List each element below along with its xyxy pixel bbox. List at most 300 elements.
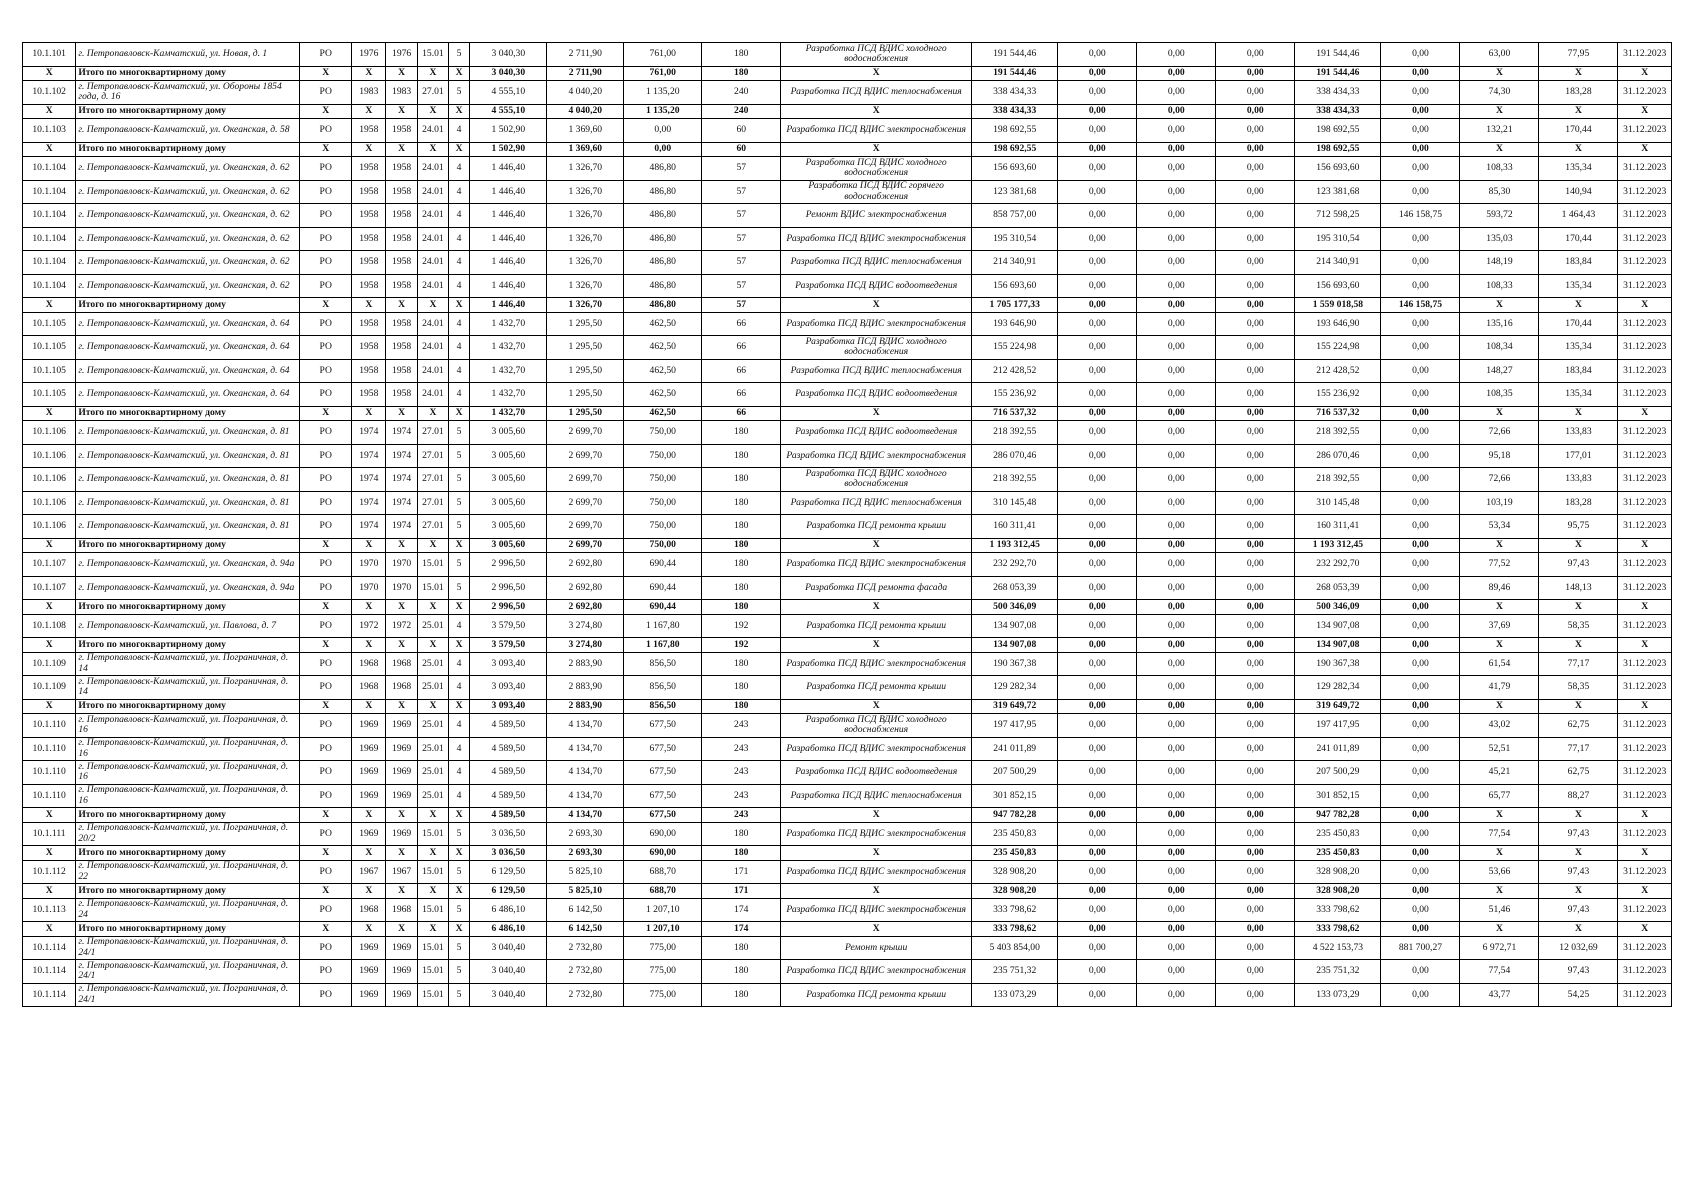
table-cell: X <box>1460 538 1539 553</box>
table-cell: РО <box>300 761 352 785</box>
table-cell: 1 135,20 <box>624 81 702 105</box>
table-cell: РО <box>300 43 352 67</box>
table-cell: 0,00 <box>1058 251 1137 275</box>
table-cell: 0,00 <box>1216 936 1295 960</box>
table-cell: 1958 <box>352 251 386 275</box>
table-cell: 31.12.2023 <box>1618 468 1672 492</box>
table-cell: X <box>1460 142 1539 157</box>
table-cell: 0,00 <box>1381 553 1460 577</box>
table-cell: 0,00 <box>1137 444 1216 468</box>
table-cell: 31.12.2023 <box>1618 737 1672 761</box>
table-cell: X <box>1618 298 1672 313</box>
table-cell: 57 <box>702 251 781 275</box>
table-cell: Разработка ПСД ВДИС водоотведения <box>781 761 972 785</box>
table-cell: 1969 <box>386 822 418 846</box>
table-cell: 0,00 <box>1216 180 1295 204</box>
table-cell: 155 236,92 <box>1295 383 1381 407</box>
table-cell: 0,00 <box>1058 898 1137 922</box>
table-cell: 0,00 <box>1058 960 1137 984</box>
table-cell: 193 646,90 <box>972 312 1058 336</box>
table-cell: X <box>300 699 352 714</box>
table-cell: РО <box>300 860 352 884</box>
table-body <box>23 43 1672 1007</box>
table-cell: 4 <box>448 180 470 204</box>
table-row <box>23 737 1672 761</box>
table-cell: 0,00 <box>1058 180 1137 204</box>
table-cell: 1 207,10 <box>624 922 702 937</box>
table-cell: 0,00 <box>1381 43 1460 67</box>
table-cell: 0,00 <box>1137 406 1216 421</box>
table-cell: 462,50 <box>624 336 702 360</box>
table-cell: 1958 <box>386 204 418 228</box>
table-cell: 0,00 <box>1381 406 1460 421</box>
table-cell: Разработка ПСД ВДИС теплоснабжения <box>781 491 972 515</box>
table-cell: 97,43 <box>1539 960 1618 984</box>
table-cell: 180 <box>702 600 781 615</box>
table-cell: 0,00 <box>1058 406 1137 421</box>
table-cell: 1974 <box>352 491 386 515</box>
table-cell: 0,00 <box>1216 142 1295 157</box>
table-cell: 0,00 <box>1137 808 1216 823</box>
table-cell: 134 907,08 <box>1295 638 1381 653</box>
table-cell: 0,00 <box>1216 784 1295 808</box>
table-cell: 0,00 <box>1216 714 1295 738</box>
table-cell: Разработка ПСД ВДИС электроснабжения <box>781 119 972 143</box>
table-cell: 10.1.104 <box>23 180 76 204</box>
table-cell: 2 699,70 <box>547 468 624 492</box>
table-cell: 10.1.106 <box>23 468 76 492</box>
subtotal-row <box>23 66 1672 81</box>
table-cell: 2 711,90 <box>547 43 624 67</box>
table-cell: 45,21 <box>1460 761 1539 785</box>
table-cell: 95,18 <box>1460 444 1539 468</box>
table-cell: 0,00 <box>1137 312 1216 336</box>
table-cell: 677,50 <box>624 714 702 738</box>
table-cell: 333 798,62 <box>972 922 1058 937</box>
table-cell: г. Петропавловск-Камчатский, ул. Океанская, д. 94а <box>76 553 300 577</box>
table-cell: 218 392,55 <box>1295 421 1381 445</box>
table-cell: X <box>386 808 418 823</box>
table-cell: 24.01 <box>418 119 449 143</box>
table-row <box>23 784 1672 808</box>
table-cell: 2 692,80 <box>547 576 624 600</box>
table-cell: X <box>23 600 76 615</box>
table-cell: 0,00 <box>1137 884 1216 899</box>
table-cell: 0,00 <box>1058 336 1137 360</box>
table-cell: 43,02 <box>1460 714 1539 738</box>
table-cell: X <box>781 66 972 81</box>
table-cell: 0,00 <box>1381 960 1460 984</box>
table-cell: X <box>23 699 76 714</box>
table-cell: X <box>418 638 449 653</box>
table-cell: РО <box>300 383 352 407</box>
table-cell: 243 <box>702 761 781 785</box>
table-cell: 31.12.2023 <box>1618 822 1672 846</box>
table-cell: 24.01 <box>418 251 449 275</box>
table-cell: 1958 <box>386 312 418 336</box>
table-cell: 133,83 <box>1539 421 1618 445</box>
table-cell: 15.01 <box>418 576 449 600</box>
table-cell: 690,44 <box>624 553 702 577</box>
table-cell: X <box>1539 884 1618 899</box>
table-cell: X <box>448 142 470 157</box>
table-cell: 10.1.114 <box>23 983 76 1007</box>
table-cell: 0,00 <box>1216 737 1295 761</box>
table-row <box>23 898 1672 922</box>
table-cell: 77,17 <box>1539 737 1618 761</box>
subtotal-row <box>23 600 1672 615</box>
table-cell: 10.1.105 <box>23 336 76 360</box>
table-cell: г. Петропавловск-Камчатский, ул. Океанская, д. 81 <box>76 491 300 515</box>
table-cell: 4 040,20 <box>547 81 624 105</box>
table-cell: 0,00 <box>1137 491 1216 515</box>
table-cell: 135,34 <box>1539 157 1618 181</box>
table-cell: 1 432,70 <box>470 383 547 407</box>
table-cell: 1 369,60 <box>547 119 624 143</box>
table-cell: 3 005,60 <box>470 538 547 553</box>
table-cell: 0,00 <box>1216 576 1295 600</box>
table-cell: 0,00 <box>1137 157 1216 181</box>
table-cell: 31.12.2023 <box>1618 652 1672 676</box>
table-cell: 132,21 <box>1460 119 1539 143</box>
table-cell: X <box>1460 406 1539 421</box>
table-cell: 218 392,55 <box>972 421 1058 445</box>
table-cell: 0,00 <box>1216 298 1295 313</box>
table-cell: 3 274,80 <box>547 614 624 638</box>
table-cell: 4 134,70 <box>547 737 624 761</box>
table-cell: 310 145,48 <box>972 491 1058 515</box>
table-cell: 1 464,43 <box>1539 204 1618 228</box>
table-cell: 1969 <box>352 983 386 1007</box>
table-cell: 0,00 <box>1216 66 1295 81</box>
table-cell: 0,00 <box>1058 468 1137 492</box>
table-cell: 319 649,72 <box>1295 699 1381 714</box>
table-cell: 0,00 <box>1381 576 1460 600</box>
table-cell: РО <box>300 676 352 700</box>
table-cell: 4 <box>448 614 470 638</box>
table-cell: 1958 <box>352 180 386 204</box>
table-cell: Ремонт ВДИС электроснабжения <box>781 204 972 228</box>
table-cell: X <box>1539 406 1618 421</box>
table-cell: 77,54 <box>1460 960 1539 984</box>
table-cell: 0,00 <box>1058 737 1137 761</box>
table-cell: 240 <box>702 81 781 105</box>
table-cell: 77,54 <box>1460 822 1539 846</box>
table-cell: X <box>418 406 449 421</box>
table-cell: 0,00 <box>1381 119 1460 143</box>
table-cell: 4 134,70 <box>547 784 624 808</box>
table-cell: 57 <box>702 227 781 251</box>
table-cell: 5 <box>448 898 470 922</box>
table-cell: 31.12.2023 <box>1618 274 1672 298</box>
table-cell: 0,00 <box>1216 600 1295 615</box>
table-cell: 1958 <box>352 312 386 336</box>
table-cell: РО <box>300 491 352 515</box>
subtotal-row <box>23 104 1672 119</box>
table-cell: 0,00 <box>1137 936 1216 960</box>
table-cell: 0,00 <box>1137 860 1216 884</box>
table-cell: 5 <box>448 822 470 846</box>
table-cell: X <box>1460 638 1539 653</box>
table-cell: 25.01 <box>418 614 449 638</box>
table-cell: 750,00 <box>624 421 702 445</box>
table-cell: Итого по многоквартирному дому <box>76 638 300 653</box>
table-cell: 0,00 <box>1058 538 1137 553</box>
table-cell: 62,75 <box>1539 714 1618 738</box>
table-cell: 0,00 <box>1216 553 1295 577</box>
table-cell: X <box>23 142 76 157</box>
table-cell: 1 446,40 <box>470 204 547 228</box>
table-cell: 195 310,54 <box>1295 227 1381 251</box>
table-cell: X <box>418 298 449 313</box>
table-cell: 0,00 <box>1058 822 1137 846</box>
table-cell: РО <box>300 553 352 577</box>
table-cell: 0,00 <box>1381 444 1460 468</box>
table-cell: 0,00 <box>1137 846 1216 861</box>
table-cell: 3 005,60 <box>470 491 547 515</box>
subtotal-row <box>23 884 1672 899</box>
table-cell: 1 326,70 <box>547 298 624 313</box>
table-cell: 0,00 <box>1058 884 1137 899</box>
table-row <box>23 983 1672 1007</box>
table-cell: 180 <box>702 846 781 861</box>
table-cell: 0,00 <box>1216 383 1295 407</box>
table-cell: 0,00 <box>1381 421 1460 445</box>
table-cell: 31.12.2023 <box>1618 860 1672 884</box>
table-cell: 180 <box>702 676 781 700</box>
table-cell: Разработка ПСД ВДИС электроснабжения <box>781 227 972 251</box>
table-cell: 0,00 <box>1381 860 1460 884</box>
table-cell: 1 446,40 <box>470 180 547 204</box>
table-row <box>23 312 1672 336</box>
table-cell: X <box>448 699 470 714</box>
table-cell: 15.01 <box>418 983 449 1007</box>
table-cell: 593,72 <box>1460 204 1539 228</box>
table-cell: 0,00 <box>1216 898 1295 922</box>
table-cell: X <box>418 142 449 157</box>
table-cell: X <box>300 104 352 119</box>
table-cell: X <box>418 699 449 714</box>
table-cell: 0,00 <box>1058 714 1137 738</box>
table-cell: 4 522 153,73 <box>1295 936 1381 960</box>
table-cell: 0,00 <box>1216 204 1295 228</box>
table-cell: 6 486,10 <box>470 898 547 922</box>
table-cell: Итого по многоквартирному дому <box>76 699 300 714</box>
table-row <box>23 860 1672 884</box>
table-cell: 60 <box>702 142 781 157</box>
table-cell: 1 705 177,33 <box>972 298 1058 313</box>
table-cell: X <box>781 104 972 119</box>
table-cell: 5 <box>448 81 470 105</box>
table-cell: РО <box>300 822 352 846</box>
table-cell: 2 883,90 <box>547 652 624 676</box>
table-cell: 243 <box>702 714 781 738</box>
table-cell: РО <box>300 274 352 298</box>
table-cell: 1974 <box>352 444 386 468</box>
table-cell: Разработка ПСД ремонта крыши <box>781 614 972 638</box>
table-cell: 15.01 <box>418 960 449 984</box>
table-cell: 243 <box>702 784 781 808</box>
table-cell: 4 <box>448 119 470 143</box>
table-cell: X <box>1539 104 1618 119</box>
table-cell: 25.01 <box>418 714 449 738</box>
table-cell: 0,00 <box>1058 761 1137 785</box>
table-cell: Разработка ПСД ВДИС водоотведения <box>781 274 972 298</box>
table-cell: 0,00 <box>1216 104 1295 119</box>
table-cell: 27.01 <box>418 468 449 492</box>
table-cell: 0,00 <box>624 119 702 143</box>
table-cell: 197 417,95 <box>1295 714 1381 738</box>
table-cell: 2 996,50 <box>470 576 547 600</box>
table-cell: X <box>386 538 418 553</box>
table-cell: X <box>352 808 386 823</box>
table-cell: 24.01 <box>418 227 449 251</box>
table-cell: 0,00 <box>1058 312 1137 336</box>
table-cell: X <box>352 298 386 313</box>
table-cell: X <box>23 104 76 119</box>
table-cell: 156 693,60 <box>972 157 1058 181</box>
table-cell: 0,00 <box>1058 808 1137 823</box>
table-cell: 338 434,33 <box>1295 104 1381 119</box>
table-cell: 10.1.114 <box>23 936 76 960</box>
table-cell: X <box>300 884 352 899</box>
table-cell: 1972 <box>352 614 386 638</box>
table-cell: Разработка ПСД ВДИС электроснабжения <box>781 553 972 577</box>
table-cell: Разработка ПСД ВДИС электроснабжения <box>781 444 972 468</box>
table-cell: 328 908,20 <box>1295 884 1381 899</box>
table-cell: 6 142,50 <box>547 898 624 922</box>
table-cell: 25.01 <box>418 761 449 785</box>
table-cell: г. Петропавловск-Камчатский, ул. Океанская, д. 58 <box>76 119 300 143</box>
table-cell: Разработка ПСД ВДИС электроснабжения <box>781 312 972 336</box>
table-cell: 66 <box>702 406 781 421</box>
table-cell: 140,94 <box>1539 180 1618 204</box>
table-cell: 1958 <box>386 157 418 181</box>
table-row <box>23 204 1672 228</box>
table-cell: X <box>300 638 352 653</box>
table-cell: X <box>1539 846 1618 861</box>
table-cell: 1 207,10 <box>624 898 702 922</box>
table-cell: 0,00 <box>1216 406 1295 421</box>
table-cell: X <box>448 538 470 553</box>
table-cell: 31.12.2023 <box>1618 936 1672 960</box>
table-cell: 235 450,83 <box>972 846 1058 861</box>
table-cell: X <box>1539 922 1618 937</box>
table-cell: 134 907,08 <box>972 614 1058 638</box>
table-cell: 1 193 312,45 <box>972 538 1058 553</box>
table-cell: X <box>386 638 418 653</box>
table-cell: 0,00 <box>1058 444 1137 468</box>
table-cell: 198 692,55 <box>1295 142 1381 157</box>
table-cell: X <box>386 884 418 899</box>
table-cell: 0,00 <box>1381 808 1460 823</box>
table-cell: 10.1.113 <box>23 898 76 922</box>
table-cell: 66 <box>702 359 781 383</box>
table-cell: 155 224,98 <box>972 336 1058 360</box>
table-cell: 135,34 <box>1539 274 1618 298</box>
table-cell: 146 158,75 <box>1381 298 1460 313</box>
table-cell: 0,00 <box>1216 808 1295 823</box>
table-cell: 0,00 <box>1381 676 1460 700</box>
table-cell: 235 450,83 <box>1295 822 1381 846</box>
table-cell: г. Петропавловск-Камчатский, ул. Океанская, д. 64 <box>76 383 300 407</box>
table-cell: 31.12.2023 <box>1618 336 1672 360</box>
table-cell: 10.1.106 <box>23 444 76 468</box>
table-cell: 0,00 <box>1381 336 1460 360</box>
table-cell: X <box>23 298 76 313</box>
table-cell: 31.12.2023 <box>1618 784 1672 808</box>
table-cell: Разработка ПСД ВДИС электроснабжения <box>781 960 972 984</box>
table-cell: X <box>448 922 470 937</box>
table-cell: 1 369,60 <box>547 142 624 157</box>
table-cell: X <box>1539 699 1618 714</box>
table-cell: 4 <box>448 251 470 275</box>
table-cell: 180 <box>702 576 781 600</box>
table-cell: 0,00 <box>1216 983 1295 1007</box>
table-cell: 31.12.2023 <box>1618 251 1672 275</box>
table-cell: 1958 <box>352 157 386 181</box>
table-cell: 31.12.2023 <box>1618 180 1672 204</box>
table-cell: РО <box>300 936 352 960</box>
table-cell: 0,00 <box>1216 421 1295 445</box>
table-row <box>23 553 1672 577</box>
table-cell: 0,00 <box>1058 936 1137 960</box>
table-cell: 61,54 <box>1460 652 1539 676</box>
table-cell: 218 392,55 <box>972 468 1058 492</box>
table-cell: 10.1.105 <box>23 383 76 407</box>
table-cell: 193 646,90 <box>1295 312 1381 336</box>
table-cell: 190 367,38 <box>1295 652 1381 676</box>
table-cell: 243 <box>702 737 781 761</box>
table-cell: 0,00 <box>1058 274 1137 298</box>
table-cell: 1958 <box>352 119 386 143</box>
table-cell: 0,00 <box>1381 491 1460 515</box>
table-cell: Разработка ПСД ВДИС электроснабжения <box>781 822 972 846</box>
table-cell: 10.1.104 <box>23 157 76 181</box>
table-cell: 129 282,34 <box>1295 676 1381 700</box>
table-cell: 0,00 <box>1058 553 1137 577</box>
table-cell: 74,30 <box>1460 81 1539 105</box>
table-cell: г. Петропавловск-Камчатский, ул. Океанская, д. 62 <box>76 274 300 298</box>
table-cell: РО <box>300 444 352 468</box>
table-cell: 0,00 <box>1216 652 1295 676</box>
table-cell: X <box>23 406 76 421</box>
table-cell: 54,25 <box>1539 983 1618 1007</box>
table-cell: 24.01 <box>418 359 449 383</box>
table-cell: 5 <box>448 553 470 577</box>
table-cell: 462,50 <box>624 312 702 336</box>
table-cell: 0,00 <box>1137 274 1216 298</box>
table-cell: 0,00 <box>1216 614 1295 638</box>
table-cell: 2 883,90 <box>547 699 624 714</box>
table-cell: 52,51 <box>1460 737 1539 761</box>
table-cell: 0,00 <box>1058 204 1137 228</box>
table-cell: 15.01 <box>418 553 449 577</box>
table-cell: 3 093,40 <box>470 652 547 676</box>
table-cell: 1970 <box>352 576 386 600</box>
table-cell: 0,00 <box>1216 251 1295 275</box>
table-cell: 1958 <box>386 251 418 275</box>
table-cell: X <box>300 66 352 81</box>
table-cell: 0,00 <box>1058 614 1137 638</box>
table-cell: 0,00 <box>1137 714 1216 738</box>
table-cell: 97,43 <box>1539 898 1618 922</box>
table-cell: X <box>1460 66 1539 81</box>
subtotal-row <box>23 808 1672 823</box>
table-cell: 1969 <box>386 936 418 960</box>
table-cell: 148,27 <box>1460 359 1539 383</box>
table-cell: 750,00 <box>624 491 702 515</box>
